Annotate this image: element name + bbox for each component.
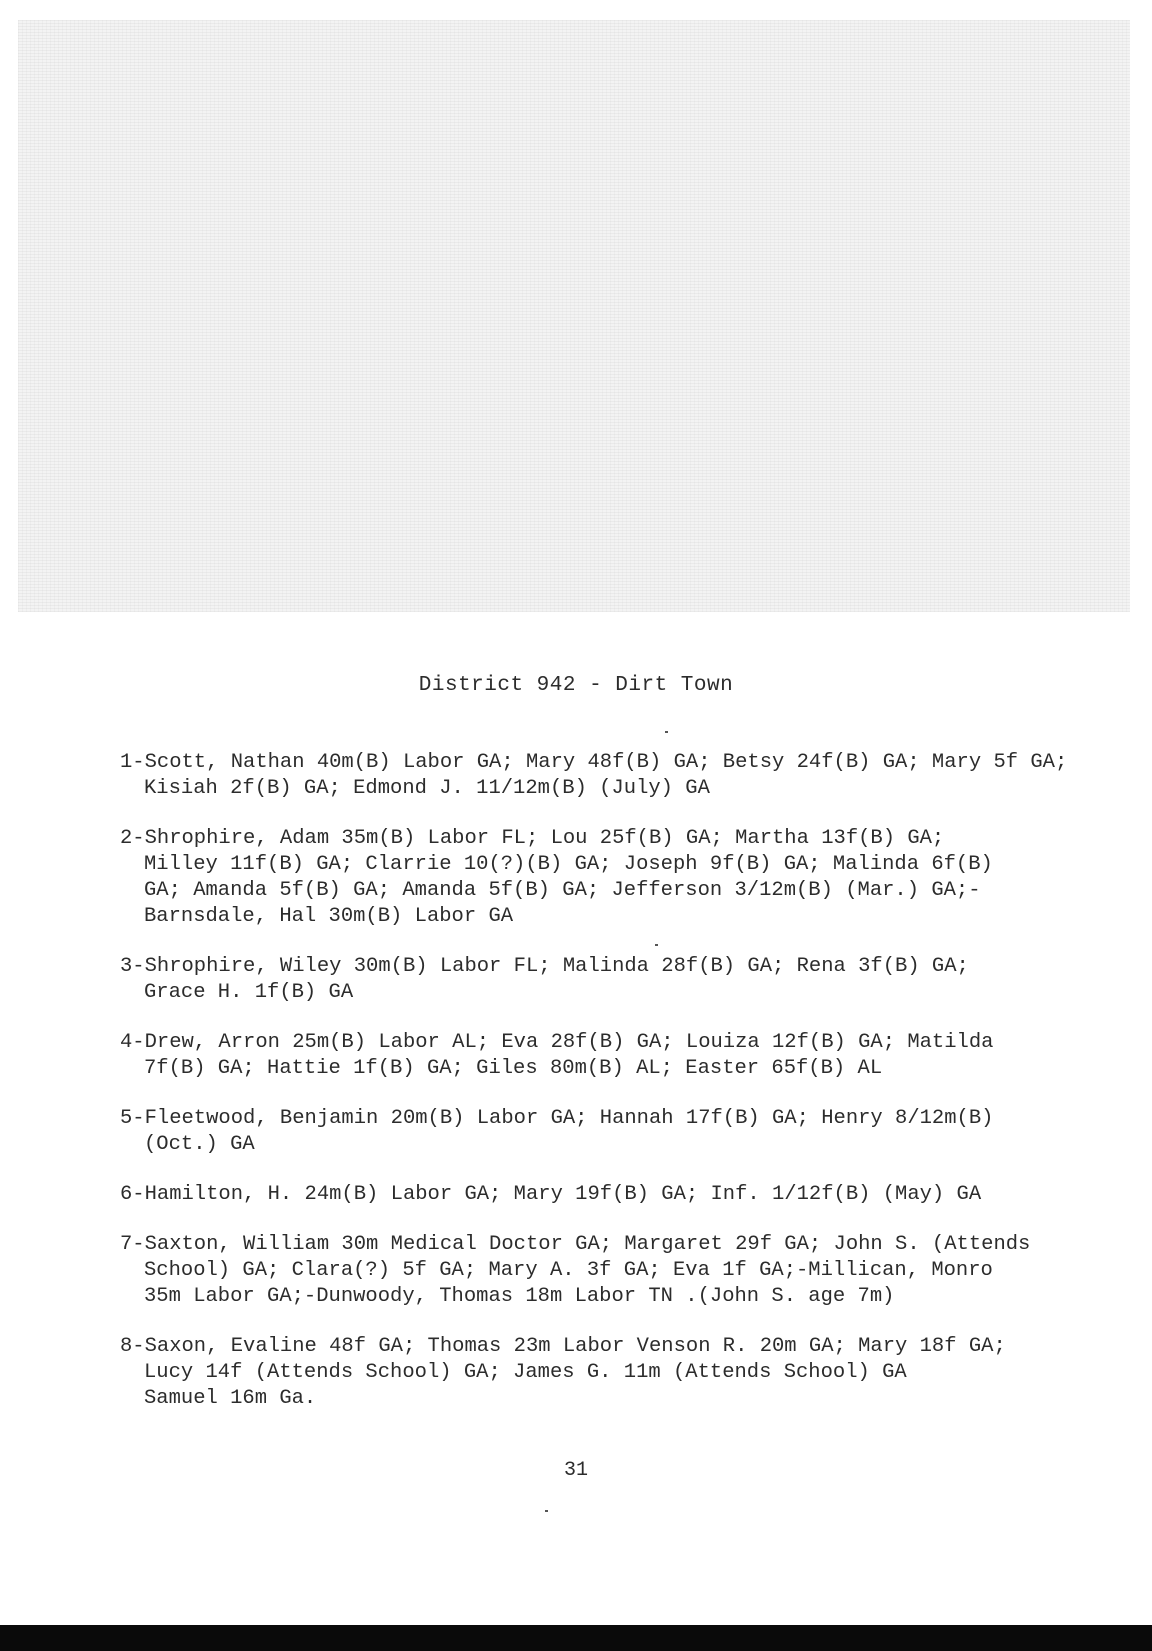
- household-entry: [96, 1334, 1146, 1412]
- stray-mark: [665, 731, 668, 733]
- page-number: 31: [563, 1459, 588, 1482]
- entry-line: 2-Shrophire, Adam 35m(B) Labor FL; Lou 25f(B) GA; Martha 13f(B) GA;: [120, 827, 945, 850]
- entry-line: Lucy 14f (Attends School) GA; James G. 11m (Attends School) GA: [144, 1361, 907, 1384]
- household-entry: [96, 954, 1146, 1006]
- scan-edge-bar: [0, 1625, 1152, 1651]
- entry-line: Kisiah 2f(B) GA; Edmond J. 11/12m(B) (July) GA: [144, 777, 710, 800]
- household-entry: [96, 1232, 1146, 1310]
- entry-line: (Oct.) GA: [144, 1133, 255, 1156]
- page-title: District 942 - Dirt Town: [418, 674, 734, 697]
- household-list: [96, 750, 1146, 1436]
- entry-line: 35m Labor GA;-Dunwoody, Thomas 18m Labor TN .(John S. age 7m): [144, 1285, 895, 1308]
- household-entry: [96, 1182, 1146, 1208]
- entry-line: Milley 11f(B) GA; Clarrie 10(?)(B) GA; Joseph 9f(B) GA; Malinda 6f(B): [144, 853, 993, 876]
- entry-line: GA; Amanda 5f(B) GA; Amanda 5f(B) GA; Jefferson 3/12m(B) (Mar.) GA;-: [144, 879, 981, 902]
- household-entry: [96, 1106, 1146, 1158]
- entry-line: 7-Saxton, William 30m Medical Doctor GA; Margaret 29f GA; John S. (Attends: [120, 1233, 1031, 1256]
- entry-line: School) GA; Clara(?) 5f GA; Mary A. 3f GA; Eva 1f GA;-Millican, Monro: [144, 1259, 993, 1282]
- entry-line: 3-Shrophire, Wiley 30m(B) Labor FL; Malinda 28f(B) GA; Rena 3f(B) GA;: [120, 955, 969, 978]
- entry-line: 7f(B) GA; Hattie 1f(B) GA; Giles 80m(B) AL; Easter 65f(B) AL: [144, 1057, 883, 1080]
- household-entry: [96, 826, 1146, 930]
- blank-scanned-region: [18, 20, 1130, 612]
- entry-line: Samuel 16m Ga.: [144, 1387, 317, 1410]
- entry-line: Grace H. 1f(B) GA: [144, 981, 354, 1004]
- entry-line: Barnsdale, Hal 30m(B) Labor GA: [144, 905, 514, 928]
- entry-line: 4-Drew, Arron 25m(B) Labor AL; Eva 28f(B) GA; Louiza 12f(B) GA; Matilda: [120, 1031, 994, 1054]
- entry-line: 1-Scott, Nathan 40m(B) Labor GA; Mary 48f(B) GA; Betsy 24f(B) GA; Mary 5f GA;: [120, 751, 1068, 774]
- entry-line: 8-Saxon, Evaline 48f GA; Thomas 23m Labor Venson R. 20m GA; Mary 18f GA;: [120, 1335, 1006, 1358]
- entry-line: 6-Hamilton, H. 24m(B) Labor GA; Mary 19f(B) GA; Inf. 1/12f(B) (May) GA: [120, 1183, 982, 1206]
- stray-mark: [545, 1510, 548, 1512]
- household-entry: [96, 750, 1146, 802]
- entry-line: 5-Fleetwood, Benjamin 20m(B) Labor GA; Hannah 17f(B) GA; Henry 8/12m(B): [120, 1107, 994, 1130]
- household-entry: [96, 1030, 1146, 1082]
